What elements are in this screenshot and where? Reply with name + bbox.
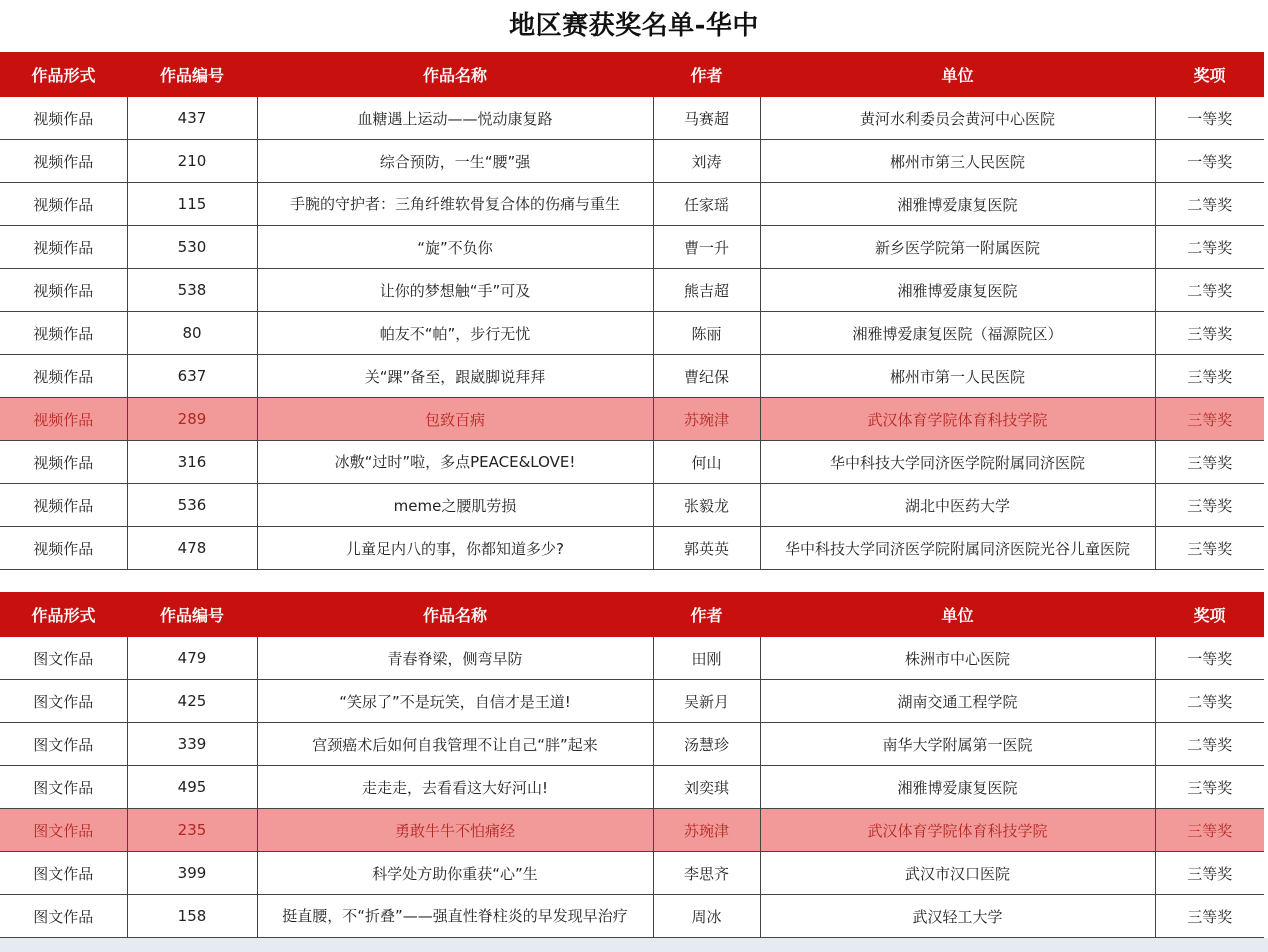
cell-unit: 华中科技大学同济医学院附属同济医院光谷儿童医院 [760,527,1155,570]
cell-name: 宫颈癌术后如何自我管理不让自己“胖”起来 [257,723,653,766]
header-id: 作品编号 [127,52,257,97]
cell-unit: 武汉市汉口医院 [760,852,1155,895]
cell-name: “旋”不负你 [257,226,653,269]
cell-author: 刘涛 [653,140,760,183]
cell-form: 图文作品 [0,637,127,680]
header-award: 奖项 [1155,592,1264,637]
cell-name: 儿童足内八的事，你都知道多少? [257,527,653,570]
cell-form: 视频作品 [0,355,127,398]
table-row [0,269,1264,312]
cell-id: 437 [127,97,257,140]
cell-name: meme之腰肌劳损 [257,484,653,527]
cell-id: 235 [127,809,257,852]
header-unit: 单位 [760,52,1155,97]
cell-award: 一等奖 [1155,97,1264,140]
table-row [0,723,1264,766]
header-author: 作者 [653,52,760,97]
cell-author: 苏琬津 [653,809,760,852]
table-row [0,226,1264,269]
cell-award: 二等奖 [1155,723,1264,766]
cell-id: 479 [127,637,257,680]
cell-author: 任家瑶 [653,183,760,226]
cell-id: 115 [127,183,257,226]
cell-form: 图文作品 [0,809,127,852]
cell-id: 530 [127,226,257,269]
cell-form: 视频作品 [0,527,127,570]
table-row [0,398,1264,441]
cell-name: 冰敷“过时”啦，多点PEACE&LOVE! [257,441,653,484]
header-unit: 单位 [760,592,1155,637]
cell-author: 张毅龙 [653,484,760,527]
table-row [0,809,1264,852]
table-row [0,852,1264,895]
cell-author: 马赛超 [653,97,760,140]
cell-unit: 湘雅博爱康复医院 [760,766,1155,809]
cell-form: 视频作品 [0,398,127,441]
cell-name: 青春脊梁，侧弯早防 [257,637,653,680]
table-row [0,766,1264,809]
cell-form: 图文作品 [0,766,127,809]
table-row [0,637,1264,680]
cell-unit: 武汉轻工大学 [760,895,1155,938]
cell-award: 二等奖 [1155,226,1264,269]
cell-form: 视频作品 [0,312,127,355]
cell-id: 210 [127,140,257,183]
cell-award: 三等奖 [1155,527,1264,570]
cell-form: 视频作品 [0,269,127,312]
cell-unit: 新乡医学院第一附属医院 [760,226,1155,269]
cell-form: 视频作品 [0,97,127,140]
table-row [0,97,1264,140]
cell-author: 苏琬津 [653,398,760,441]
cell-unit: 株洲市中心医院 [760,637,1155,680]
cell-award: 三等奖 [1155,355,1264,398]
cell-form: 视频作品 [0,183,127,226]
cell-author: 李思齐 [653,852,760,895]
cell-author: 曹纪保 [653,355,760,398]
cell-unit: 郴州市第一人民医院 [760,355,1155,398]
cell-author: 熊吉超 [653,269,760,312]
cell-unit: 湘雅博爱康复医院 [760,183,1155,226]
cell-form: 视频作品 [0,441,127,484]
table-row [0,680,1264,723]
cell-form: 视频作品 [0,140,127,183]
cell-name: 血糖遇上运动——悦动康复路 [257,97,653,140]
table-row [0,484,1264,527]
table-header-row [0,592,1264,637]
header-name: 作品名称 [257,592,653,637]
cell-id: 289 [127,398,257,441]
header-form: 作品形式 [0,592,127,637]
cell-id: 536 [127,484,257,527]
cell-unit: 湘雅博爱康复医院（福源院区） [760,312,1155,355]
table-row [0,140,1264,183]
cell-unit: 黄河水利委员会黄河中心医院 [760,97,1155,140]
cell-id: 339 [127,723,257,766]
graphic-awards-table [0,592,1264,938]
header-form: 作品形式 [0,52,127,97]
cell-author: 陈丽 [653,312,760,355]
cell-author: 何山 [653,441,760,484]
cell-name: 包致百病 [257,398,653,441]
cell-id: 637 [127,355,257,398]
cell-name: 关“踝”备至，跟崴脚说拜拜 [257,355,653,398]
cell-name: 帕友不“帕”，步行无忧 [257,312,653,355]
table-row [0,527,1264,570]
cell-form: 图文作品 [0,895,127,938]
cell-id: 478 [127,527,257,570]
cell-author: 曹一升 [653,226,760,269]
header-name: 作品名称 [257,52,653,97]
cell-award: 三等奖 [1155,484,1264,527]
cell-award: 二等奖 [1155,183,1264,226]
cell-award: 三等奖 [1155,398,1264,441]
cell-award: 二等奖 [1155,680,1264,723]
cell-form: 图文作品 [0,852,127,895]
table-row [0,183,1264,226]
cell-name: 综合预防，一生“腰”强 [257,140,653,183]
cell-unit: 武汉体育学院体育科技学院 [760,398,1155,441]
cell-id: 158 [127,895,257,938]
cell-name: 手腕的守护者：三角纤维软骨复合体的伤痛与重生 [257,183,653,226]
cell-form: 图文作品 [0,723,127,766]
cell-unit: 湘雅博爱康复医院 [760,269,1155,312]
cell-id: 538 [127,269,257,312]
cell-award: 三等奖 [1155,809,1264,852]
cell-award: 三等奖 [1155,766,1264,809]
cell-id: 399 [127,852,257,895]
cell-form: 视频作品 [0,226,127,269]
table-header-row [0,52,1264,97]
page-title: 地区赛获奖名单-华中 [509,11,759,41]
cell-unit: 湖北中医药大学 [760,484,1155,527]
cell-unit: 郴州市第三人民医院 [760,140,1155,183]
table-row [0,441,1264,484]
cell-name: 科学处方助你重获“心”生 [257,852,653,895]
cell-unit: 南华大学附属第一医院 [760,723,1155,766]
cell-name: 让你的梦想触“手”可及 [257,269,653,312]
cell-award: 三等奖 [1155,895,1264,938]
cell-award: 三等奖 [1155,852,1264,895]
header-author: 作者 [653,592,760,637]
cell-author: 吴新月 [653,680,760,723]
cell-form: 视频作品 [0,484,127,527]
cell-award: 二等奖 [1155,269,1264,312]
cell-id: 80 [127,312,257,355]
cell-name: 勇敢牛牛不怕痛经 [257,809,653,852]
video-awards-table [0,52,1264,570]
cell-author: 郭英英 [653,527,760,570]
table-row [0,355,1264,398]
cell-unit: 湖南交通工程学院 [760,680,1155,723]
table-row [0,312,1264,355]
cell-author: 周冰 [653,895,760,938]
cell-form: 图文作品 [0,680,127,723]
cell-id: 425 [127,680,257,723]
cell-id: 495 [127,766,257,809]
header-award: 奖项 [1155,52,1264,97]
cell-award: 一等奖 [1155,637,1264,680]
bottom-strip [0,938,1268,952]
cell-name: 挺直腰，不“折叠”——强直性脊柱炎的早发现早治疗 [257,895,653,938]
cell-award: 三等奖 [1155,441,1264,484]
cell-name: 走走走，去看看这大好河山! [257,766,653,809]
cell-unit: 华中科技大学同济医学院附属同济医院 [760,441,1155,484]
header-id: 作品编号 [127,592,257,637]
cell-author: 刘奕琪 [653,766,760,809]
cell-name: “笑尿了”不是玩笑，自信才是王道! [257,680,653,723]
cell-author: 田刚 [653,637,760,680]
cell-id: 316 [127,441,257,484]
cell-author: 汤慧珍 [653,723,760,766]
cell-unit: 武汉体育学院体育科技学院 [760,809,1155,852]
table-row [0,895,1264,938]
cell-award: 三等奖 [1155,312,1264,355]
cell-award: 一等奖 [1155,140,1264,183]
